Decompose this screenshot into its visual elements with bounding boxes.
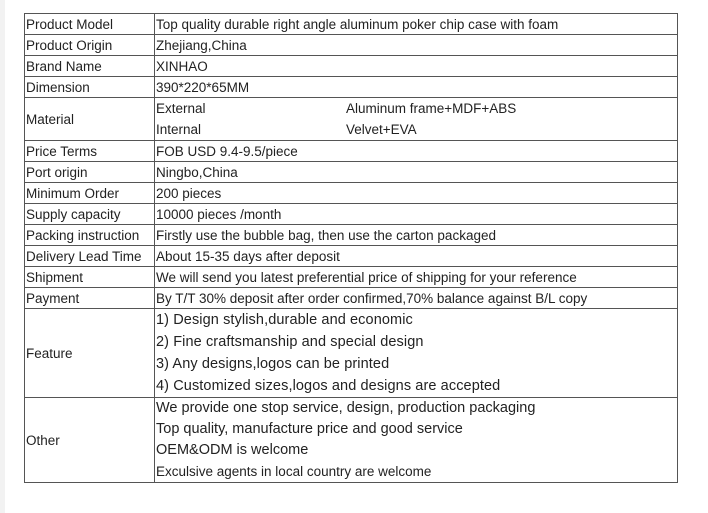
feature-line: 3) Any designs,logos can be printed [156, 356, 390, 372]
table-row [25, 246, 678, 267]
row-label-price-terms: Price Terms [25, 141, 155, 162]
other-line: Top quality, manufacture price and good service [156, 421, 463, 437]
row-label-minimum-order: Minimum Order [25, 183, 155, 204]
material-external-label: External [156, 101, 206, 116]
row-value-product-model: Top quality durable right angle aluminum poker chip case with foam [155, 14, 678, 35]
row-value-supply-capacity: 10000 pieces /month [155, 204, 678, 225]
row-value-brand-name: XINHAO [155, 56, 678, 77]
row-label-product-model: Product Model [25, 14, 155, 35]
material-internal-value: Velvet+EVA [346, 122, 417, 137]
row-label-other: Other [25, 398, 155, 483]
feature-line: 2) Fine craftsmanship and special design [156, 334, 424, 350]
row-value-product-origin: Zhejiang,China [155, 35, 678, 56]
table-row [25, 162, 678, 183]
page-left-border [0, 0, 5, 513]
other-line: OEM&ODM is welcome [156, 442, 309, 458]
table-row [25, 183, 678, 204]
row-value-delivery-lead-time: About 15-35 days after deposit [155, 246, 678, 267]
table-row [25, 141, 678, 162]
row-label-feature: Feature [25, 309, 155, 398]
row-label-material: Material [25, 98, 155, 141]
row-label-packing-instruction: Packing instruction [25, 225, 155, 246]
row-value-shipment: We will send you latest preferential price of shipping for your reference [155, 267, 678, 288]
row-label-product-origin: Product Origin [25, 35, 155, 56]
row-value-packing-instruction: Firstly use the bubble bag, then use the carton packaged [155, 225, 678, 246]
row-label-brand-name: Brand Name [25, 56, 155, 77]
row-label-dimension: Dimension [25, 77, 155, 98]
table-row [25, 56, 678, 77]
material-internal-label: Internal [156, 122, 202, 137]
row-value-feature [155, 309, 678, 398]
table-row [25, 35, 678, 56]
product-spec-table [24, 13, 678, 483]
row-value-port-origin: Ningbo,China [155, 162, 678, 183]
table-row [25, 77, 678, 98]
table-row [25, 98, 678, 141]
table-row [25, 14, 678, 35]
feature-line: 4) Customized sizes,logos and designs are accepted [156, 378, 501, 394]
row-label-delivery-lead-time: Delivery Lead Time [25, 246, 155, 267]
material-external [156, 98, 676, 119]
table-row [25, 398, 678, 483]
other-line: Exculsive agents in local country are welcome [156, 464, 432, 479]
table-row [25, 225, 678, 246]
other-line: We provide one stop service, design, production packaging [156, 400, 536, 416]
table-row [25, 309, 678, 398]
row-label-port-origin: Port origin [25, 162, 155, 183]
row-value-dimension: 390*220*65MM [155, 77, 678, 98]
row-value-minimum-order: 200 pieces [155, 183, 678, 204]
material-external-value: Aluminum frame+MDF+ABS [346, 101, 517, 116]
table-row [25, 288, 678, 309]
row-label-payment: Payment [25, 288, 155, 309]
row-label-supply-capacity: Supply capacity [25, 204, 155, 225]
row-value-material [155, 98, 678, 141]
material-internal [156, 119, 676, 140]
table-row [25, 267, 678, 288]
row-value-price-terms: FOB USD 9.4-9.5/piece [155, 141, 678, 162]
table-row [25, 204, 678, 225]
row-value-other [155, 398, 678, 483]
feature-line: 1) Design stylish,durable and economic [156, 312, 413, 328]
row-label-shipment: Shipment [25, 267, 155, 288]
row-value-payment: By T/T 30% deposit after order confirmed,70% balance against B/L copy [155, 288, 678, 309]
